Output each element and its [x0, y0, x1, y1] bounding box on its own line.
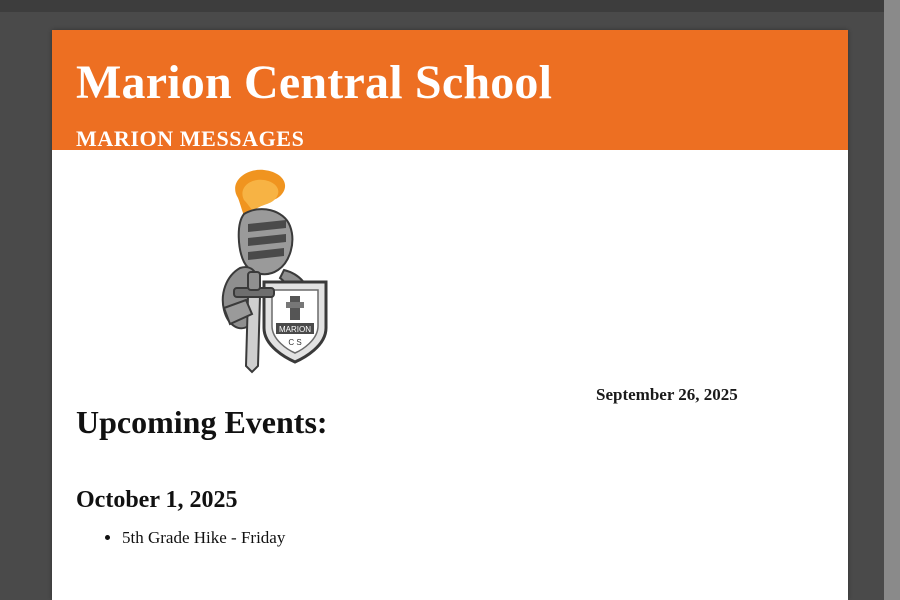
knight-mascot-logo-icon	[186, 160, 346, 375]
event-date: October 1, 2025	[76, 487, 238, 513]
svg-text:MARION: MARION	[279, 325, 311, 334]
banner-subtitle: MARION MESSAGES	[76, 126, 305, 152]
logo-row	[76, 150, 824, 404]
page-title: Marion Central School	[76, 56, 553, 109]
svg-text:C S: C S	[288, 338, 302, 347]
newsletter-date: September 26, 2025	[596, 385, 738, 404]
section-heading-upcoming-events: Upcoming Events:	[76, 404, 328, 440]
newsletter-banner	[52, 30, 848, 150]
list-item: • 5th Grade Hike - Friday	[122, 528, 824, 548]
document-body	[52, 150, 848, 574]
window-top-strip	[0, 0, 884, 12]
event-list	[76, 528, 824, 548]
right-gutter	[884, 0, 900, 600]
document-page	[52, 30, 848, 600]
